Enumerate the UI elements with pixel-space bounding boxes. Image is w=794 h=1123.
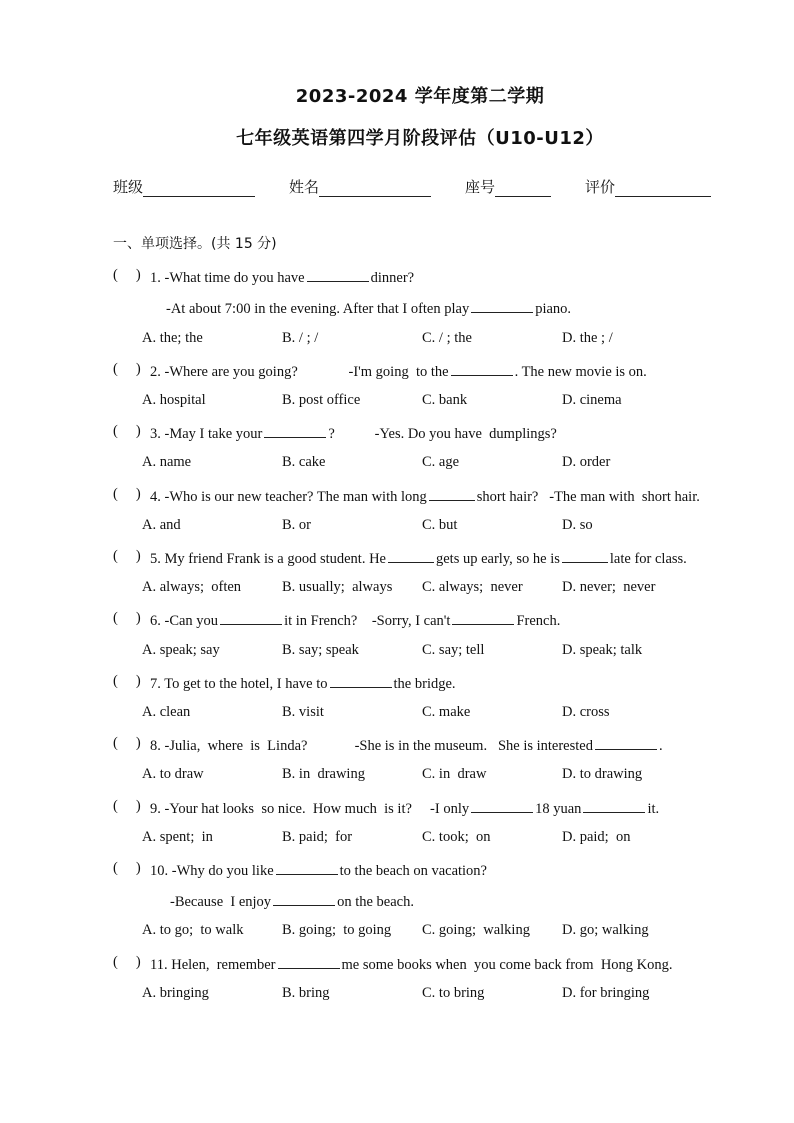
- option-d: D. go; walking: [562, 922, 649, 938]
- option-d: D. speak; talk: [562, 642, 643, 658]
- option-c: C. make: [422, 704, 471, 720]
- option-a: A. name: [142, 454, 192, 470]
- question-text: piano.: [535, 301, 572, 317]
- option-c: C. took; on: [422, 829, 491, 845]
- question-text: -Your hat looks so nice. How much is it? -I only: [164, 801, 470, 817]
- question-text: -Julia, where is Linda? -She is in the museum. She is interested: [164, 738, 593, 754]
- question-text: -Why do you like: [171, 863, 274, 879]
- grade-label: 评价: [585, 178, 616, 196]
- question-text: To get to the hotel, I have to: [164, 676, 328, 692]
- option-d: D. to drawing: [562, 766, 643, 782]
- page-subtitle: 七年级英语第四学月阶段评估（U10-U12）: [236, 128, 604, 149]
- answer-paren[interactable]: ( ): [113, 610, 141, 626]
- option-c: C. to bring: [422, 985, 485, 1001]
- option-b: B. visit: [282, 704, 324, 720]
- answer-blank: [273, 891, 335, 906]
- option-a: A. the; the: [142, 330, 203, 346]
- option-d: D. so: [562, 517, 593, 533]
- option-d: D. order: [562, 454, 611, 470]
- option-c: C. bank: [422, 392, 468, 408]
- seat-label: 座号: [465, 178, 496, 196]
- answer-blank: [471, 298, 533, 313]
- question-text: My friend Frank is a good student. He: [164, 551, 386, 567]
- option-b: B. bring: [282, 985, 330, 1001]
- question-text: it in French? -Sorry, I can't: [284, 613, 451, 629]
- name-label: 姓名: [289, 178, 320, 196]
- question-text: ? -Yes. Do you have dumplings?: [328, 426, 557, 442]
- option-a: A. to draw: [142, 766, 204, 782]
- question-text: -Who is our new teacher? The man with long: [164, 489, 427, 505]
- question-text: gets up early, so he is: [436, 551, 560, 567]
- answer-blank: [278, 954, 340, 969]
- answer-paren[interactable]: ( ): [113, 798, 141, 814]
- option-b: B. usually; always: [282, 579, 393, 595]
- answer-blank: [330, 673, 392, 688]
- option-d: D. paid; on: [562, 829, 631, 845]
- answer-blank: [595, 735, 657, 750]
- seat-blank[interactable]: [495, 180, 551, 197]
- answer-paren[interactable]: ( ): [113, 860, 141, 876]
- option-c: C. but: [422, 517, 458, 533]
- answer-blank: [583, 798, 645, 813]
- option-a: A. clean: [142, 704, 191, 720]
- answer-blank: [264, 423, 326, 438]
- question-text: late for class.: [609, 551, 687, 567]
- option-a: A. always; often: [142, 579, 242, 595]
- question-text: -May I take your: [164, 426, 263, 442]
- answer-paren[interactable]: ( ): [113, 361, 141, 377]
- answer-paren[interactable]: ( ): [113, 267, 141, 283]
- option-c: C. going; walking: [422, 922, 530, 938]
- question-text: short hair? -The man with short hair.: [476, 489, 700, 505]
- answer-paren[interactable]: ( ): [113, 673, 141, 689]
- option-a: A. and: [142, 517, 181, 533]
- answer-blank: [562, 548, 608, 563]
- question-number: 5.: [150, 551, 161, 567]
- question-text: dinner?: [370, 270, 415, 286]
- answer-blank: [307, 267, 369, 282]
- option-c: C. in draw: [422, 766, 487, 782]
- option-d: D. never; never: [562, 579, 656, 595]
- question-number: 3.: [150, 426, 161, 442]
- option-c: C. always; never: [422, 579, 523, 595]
- answer-paren[interactable]: ( ): [113, 486, 141, 502]
- question-number: 1.: [150, 270, 161, 286]
- option-c: C. age: [422, 454, 460, 470]
- class-blank[interactable]: [143, 180, 255, 197]
- grade-field[interactable]: [585, 176, 711, 197]
- question-number: 2.: [150, 364, 161, 380]
- answer-blank: [452, 610, 514, 625]
- question-text: Helen, remember: [171, 957, 276, 973]
- question-text: -Can you: [164, 613, 219, 629]
- option-b: B. / ; /: [282, 330, 319, 346]
- question-number: 4.: [150, 489, 161, 505]
- question-text: 18 yuan: [535, 801, 582, 817]
- question-number: 8.: [150, 738, 161, 754]
- question-number: 11.: [150, 957, 168, 973]
- name-field[interactable]: [289, 176, 431, 197]
- question-text: -Because I enjoy: [170, 894, 272, 910]
- question-number: 9.: [150, 801, 161, 817]
- question-text: -Where are you going? -I'm going to the: [164, 364, 449, 380]
- question-number: 10.: [150, 863, 169, 879]
- option-a: A. bringing: [142, 985, 209, 1001]
- answer-paren[interactable]: ( ): [113, 954, 141, 970]
- question-text: . The new movie is on.: [514, 364, 647, 380]
- answer-blank: [451, 361, 513, 376]
- question-text: -What time do you have: [164, 270, 305, 286]
- option-b: B. going; to going: [282, 922, 392, 938]
- option-c: C. say; tell: [422, 642, 485, 658]
- section-heading: 一、单项选择。(共 15 分): [113, 236, 277, 252]
- answer-paren[interactable]: ( ): [113, 423, 141, 439]
- question-text: the bridge.: [393, 676, 456, 692]
- question-text: -At about 7:00 in the evening. After that I often play: [166, 301, 470, 317]
- question-text: to the beach on vacation?: [339, 863, 487, 879]
- option-d: D. cinema: [562, 392, 622, 408]
- option-a: A. to go; to walk: [142, 922, 244, 938]
- option-a: A. spent; in: [142, 829, 213, 845]
- grade-blank[interactable]: [615, 180, 711, 197]
- answer-blank: [276, 860, 338, 875]
- name-blank[interactable]: [319, 180, 431, 197]
- option-b: B. in drawing: [282, 766, 365, 782]
- option-b: B. cake: [282, 454, 326, 470]
- answer-paren[interactable]: ( ): [113, 548, 141, 564]
- question-text: it.: [647, 801, 660, 817]
- option-d: D. the ; /: [562, 330, 613, 346]
- class-label: 班级: [113, 178, 144, 196]
- option-d: D. for bringing: [562, 985, 650, 1001]
- option-c: C. / ; the: [422, 330, 472, 346]
- page-title: 2023-2024 学年度第二学期: [295, 86, 545, 107]
- question-text: .: [658, 738, 663, 754]
- question-number: 7.: [150, 676, 161, 692]
- class-field[interactable]: [113, 176, 255, 197]
- answer-blank: [220, 610, 282, 625]
- answer-blank: [471, 798, 533, 813]
- option-b: B. say; speak: [282, 642, 359, 658]
- student-info-row: [113, 176, 733, 200]
- option-d: D. cross: [562, 704, 610, 720]
- question-text: French.: [516, 613, 561, 629]
- option-b: B. paid; for: [282, 829, 353, 845]
- option-b: B. post office: [282, 392, 361, 408]
- answer-blank: [429, 486, 475, 501]
- option-b: B. or: [282, 517, 311, 533]
- option-a: A. speak; say: [142, 642, 220, 658]
- option-a: A. hospital: [142, 392, 206, 408]
- answer-paren[interactable]: ( ): [113, 735, 141, 751]
- seat-field[interactable]: [465, 176, 551, 197]
- question-text: on the beach.: [337, 894, 414, 910]
- answer-blank: [388, 548, 434, 563]
- question-text: me some books when you come back from Hong Kong.: [341, 957, 673, 973]
- question-number: 6.: [150, 613, 161, 629]
